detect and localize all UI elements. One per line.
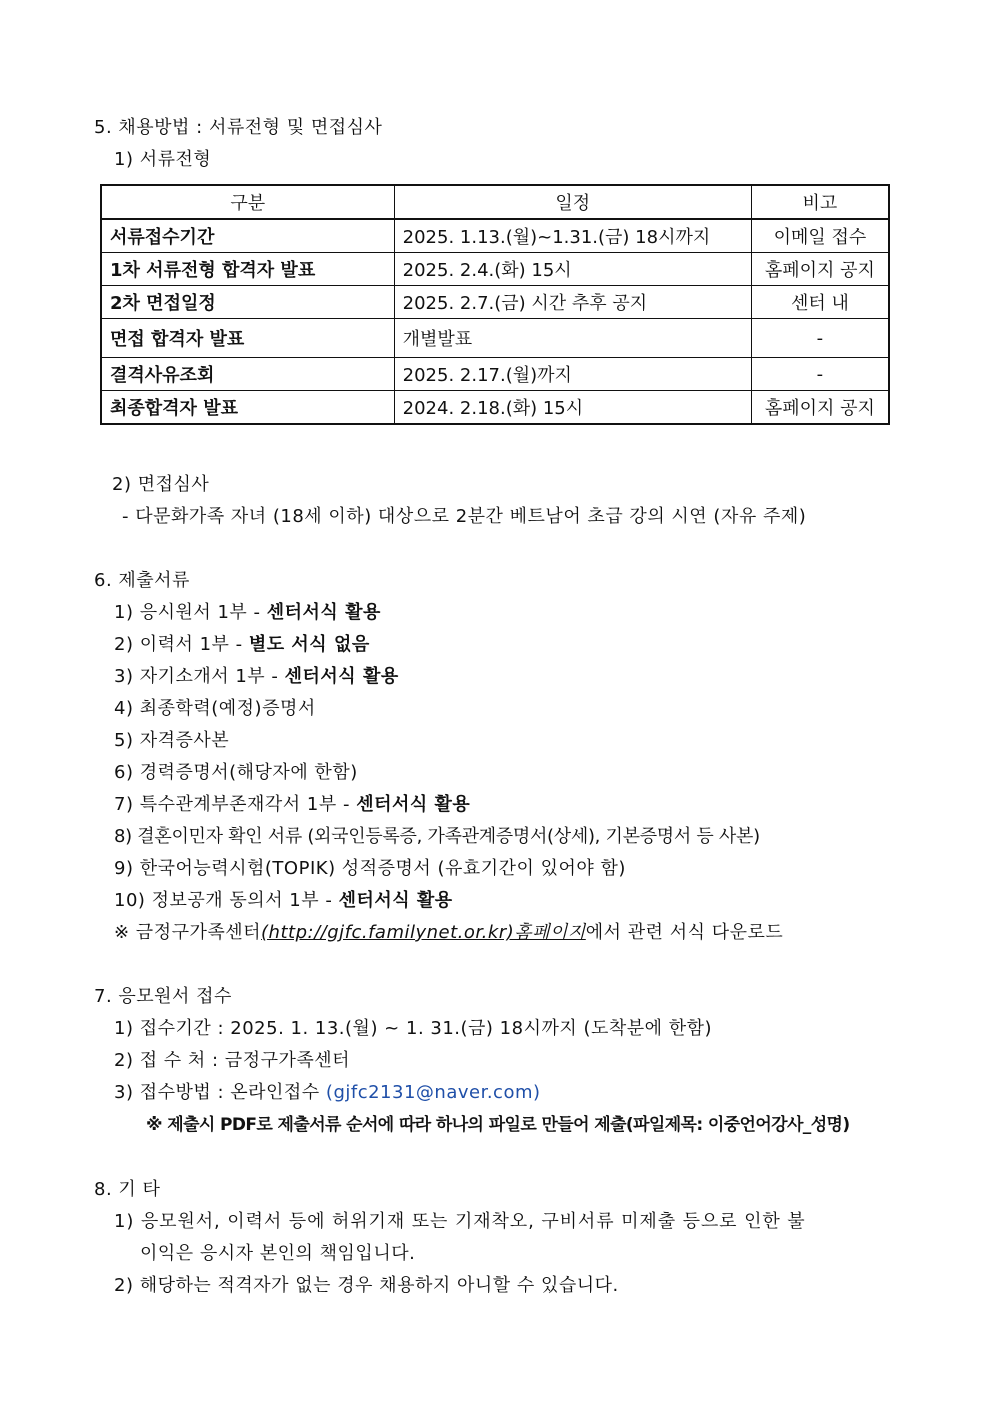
doc-item-text: 10) 정보공개 동의서 1부 - <box>114 890 339 911</box>
section8-title: 8. 기 타 <box>94 1179 161 1200</box>
other-item-1-line1: 1) 응모원서, 이력서 등에 허위기재 또는 기재착오, 구비서류 미제출 등으로 인한 불 <box>114 1211 806 1232</box>
table-row <box>101 253 889 286</box>
table-cell-note: - <box>751 358 889 391</box>
table-cell-item: 서류접수기간 <box>101 219 394 253</box>
table-row <box>101 219 889 253</box>
doc-item <box>114 601 381 625</box>
doc-item-text: 6) 경력증명서(해당자에 한함) <box>114 762 358 783</box>
doc-item-text: 1) 응시원서 1부 - <box>114 602 267 623</box>
table-header-cell: 일정 <box>394 185 751 219</box>
other-item-2: 2) 해당하는 적격자가 없는 경우 채용하지 아니할 수 있습니다. <box>114 1275 619 1296</box>
table-row <box>101 286 889 319</box>
table-cell-item: 1차 서류전형 합격자 발표 <box>101 253 394 286</box>
doc-item-text: 4) 최종학력(예정)증명서 <box>114 698 316 719</box>
doc-item-text: 3) 자기소개서 1부 - <box>114 666 285 687</box>
submission-period: 1) 접수기간 : 2025. 1. 13.(월) ~ 1. 31.(금) 18시까지 (도착분에 한함) <box>114 1018 713 1039</box>
table-row <box>101 358 889 391</box>
table-row <box>101 319 889 358</box>
section5-sub2-desc: - 다문화가족 자녀 (18세 이하) 대상으로 2분간 베트남어 초급 강의 시연 (자유 주제) <box>122 506 807 527</box>
doc-item <box>114 697 316 721</box>
table-cell-item: 면접 합격자 발표 <box>101 319 394 358</box>
download-suffix: 에서 관련 서식 다운로드 <box>585 922 784 943</box>
other-item-1-line2: 이익은 응시자 본인의 책임입니다. <box>140 1243 416 1264</box>
doc-item-text: 2) 이력서 1부 - <box>114 634 249 655</box>
doc-item-text: 5) 자격증사본 <box>114 730 230 751</box>
schedule-table <box>100 184 890 425</box>
table-header-cell: 구분 <box>101 185 394 219</box>
doc-item-text: 7) 특수관계부존재각서 1부 - <box>114 794 357 815</box>
submission-method-text: 3) 접수방법 : 온라인접수 <box>114 1082 326 1103</box>
table-row <box>101 391 889 425</box>
table-header-cell: 비고 <box>751 185 889 219</box>
section5-sub1: 1) 서류전형 <box>114 149 212 170</box>
doc-item <box>114 729 229 753</box>
doc-item <box>114 857 626 881</box>
doc-item-bold: 센터서식 활용 <box>284 666 399 687</box>
submission-place: 2) 접 수 처 : 금정구가족센터 <box>114 1050 351 1071</box>
table-cell-note: 홈페이지 공지 <box>751 391 889 425</box>
table-cell-schedule: 2025. 2.7.(금) 시간 추후 공지 <box>394 286 751 319</box>
table-cell-schedule: 2024. 2.18.(화) 15시 <box>394 391 751 425</box>
section5-title: 5. 채용방법 : 서류전형 및 면접심사 <box>94 117 383 138</box>
table-cell-note: 홈페이지 공지 <box>751 253 889 286</box>
table-cell-item: 2차 면접일정 <box>101 286 394 319</box>
table-cell-schedule: 2025. 2.17.(월)까지 <box>394 358 751 391</box>
doc-item-bold: 별도 서식 없음 <box>248 634 370 655</box>
table-cell-note: - <box>751 319 889 358</box>
section5-sub2: 2) 면접심사 <box>112 474 210 495</box>
doc-item-text: 9) 한국어능력시험(TOPIK) 성적증명서 (유효기간이 있어야 함) <box>114 858 626 879</box>
submission-method <box>114 1081 541 1105</box>
table-header-row <box>101 185 889 219</box>
doc-item-bold: 센터서식 활용 <box>338 890 453 911</box>
table-cell-note: 이메일 접수 <box>751 219 889 253</box>
homepage-link[interactable]: (http://gjfc.familynet.or.kr)홈페이지 <box>261 922 586 943</box>
doc-item <box>114 793 470 817</box>
download-prefix: ※ 금정구가족센터 <box>114 922 262 943</box>
doc-item <box>114 665 399 689</box>
section7-title: 7. 응모원서 접수 <box>94 986 232 1007</box>
download-note <box>114 921 783 945</box>
section6-title: 6. 제출서류 <box>94 570 190 591</box>
doc-item-text: 8) 결혼이민자 확인 서류 (외국인등록증, 가족관계증명서(상세), 기본증명서 등 사본) <box>114 826 760 847</box>
doc-item-bold: 센터서식 활용 <box>356 794 471 815</box>
table-cell-note: 센터 내 <box>751 286 889 319</box>
table-cell-item: 결격사유조회 <box>101 358 394 391</box>
doc-item <box>114 633 370 657</box>
email-address[interactable]: (gjfc2131@naver.com) <box>325 1082 541 1103</box>
doc-item-bold: 센터서식 활용 <box>266 602 381 623</box>
table-cell-item: 최종합격자 발표 <box>101 391 394 425</box>
table-cell-schedule: 2025. 1.13.(월)~1.31.(금) 18시까지 <box>394 219 751 253</box>
submission-note: ※ 제출시 PDF로 제출서류 순서에 따라 하나의 파일로 만들어 제출(파일제목: 이중언어강사_성명) <box>146 1115 850 1135</box>
doc-item <box>114 825 760 849</box>
doc-item <box>114 761 358 785</box>
table-cell-schedule: 2025. 2.4.(화) 15시 <box>394 253 751 286</box>
table-cell-schedule: 개별발표 <box>394 319 751 358</box>
doc-item <box>114 889 453 913</box>
